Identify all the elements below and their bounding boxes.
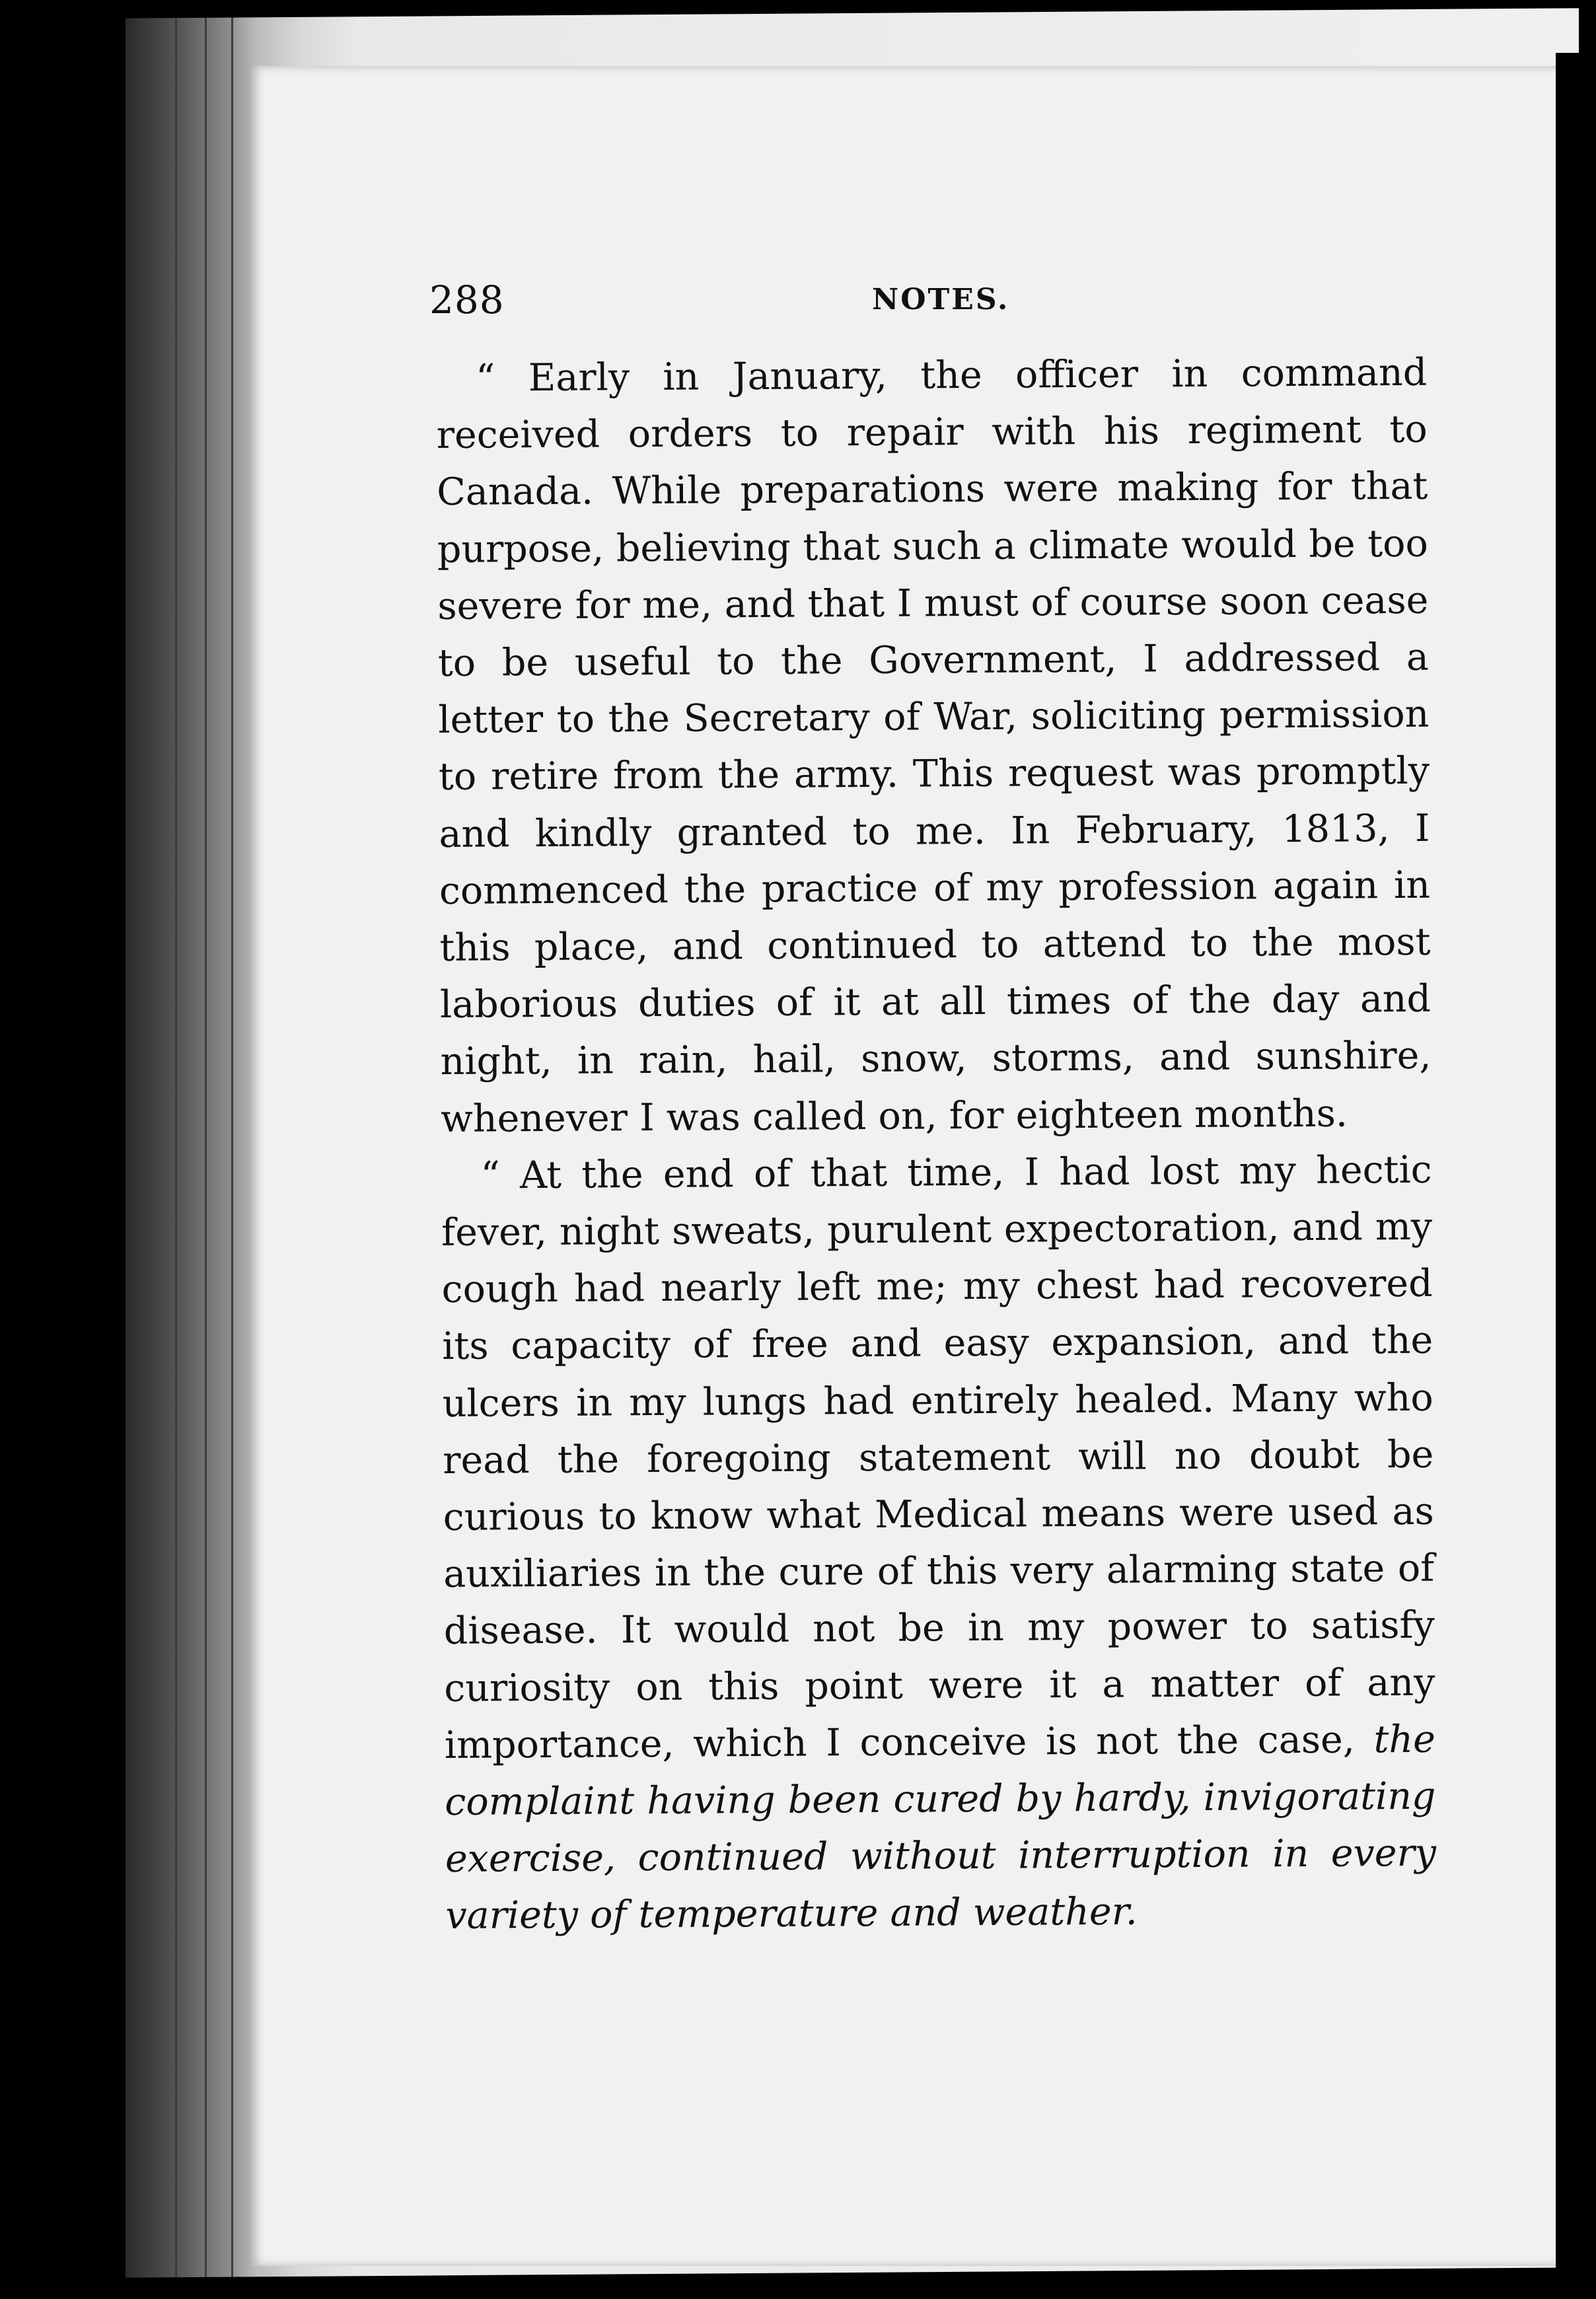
paragraph-italic-text: the complaint having been cured by hardy, invigorating exercise, continued without interruption in every variety of temperature and weather. [445,1717,1437,1938]
right-margin-shadow [1556,53,1596,2299]
paragraph: “ Early in January, the officer in command received orders to repair with his regiment to Canada. While preparations were making for that purpose, believing that such a climate would be too severe for me, and that I must of course soon cease to be useful to the Government, I addressed a letter to the Secretary of War, soliciting permission to retire from the army. This request was promptly and kindly granted to me. In February, 1813, I commenced the practice of my profession again in this place, and continued to attend to the most laborious duties of it at all times of the day and night, in rain, hail, snow, storms, and sunshire, whenever I was called on, for eighteen months. [436,350,1432,1141]
page-edge-line [175,18,177,2277]
body-text [436,344,1437,1945]
page-edge-line [205,18,207,2277]
page-number: 288 [429,277,505,322]
running-head: NOTES. [872,283,1010,316]
page-edge-line [231,18,233,2277]
page-header [429,277,1420,330]
page-edge-line [145,18,147,2277]
paragraph-roman-text: “ At the end of that time, I had lost my hectic fever, night sweats, purulent expectoration, and my cough had nearly left me; my chest had recovered its capacity of free and easy expansion, and the ulcers in my lungs had entirely healed. Many who read the foregoing statement will no doubt be curious to know what Medical means were used as auxiliaries in the cure of this very alarming state of disease. It would not be in my power to satisfy curiosity on this point were it a matter of any importance, which I conceive is not the case, [441,1148,1435,1767]
paragraph [441,1142,1436,1945]
